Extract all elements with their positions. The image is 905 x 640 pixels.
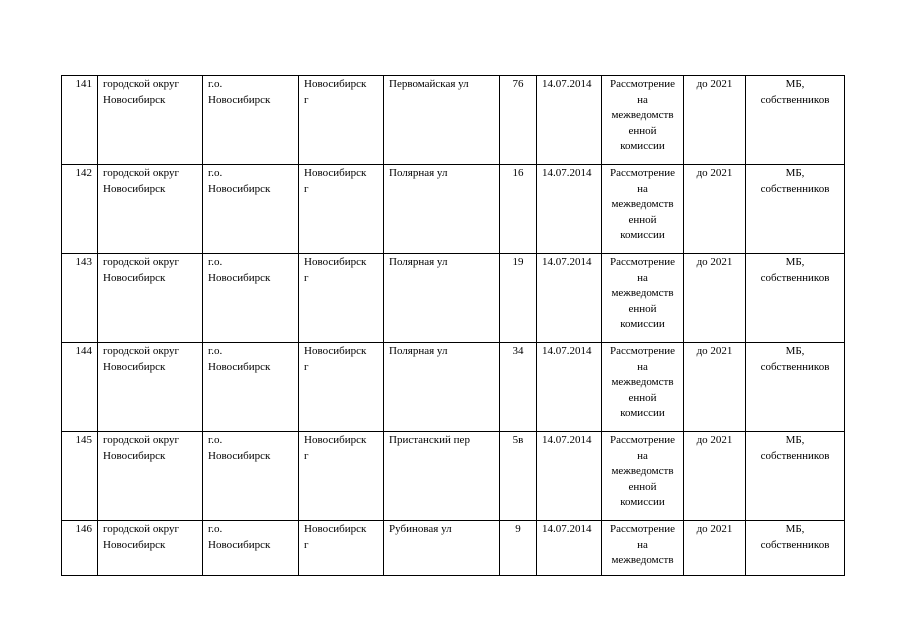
district-cell: г.о. Новосибирск: [203, 76, 299, 165]
municipality-cell: городской округ Новосибирск: [98, 165, 203, 254]
table-body: [62, 76, 845, 576]
date-cell: 14.07.2014: [537, 254, 602, 343]
municipality-cell: городской округ Новосибирск: [98, 76, 203, 165]
funding-source-cell: МБ, собственников: [746, 165, 845, 254]
deadline-cell: до 2021: [684, 343, 746, 432]
settlement-cell: Новосибирск г: [299, 165, 384, 254]
deadline-cell: до 2021: [684, 521, 746, 576]
funding-source-cell: МБ, собственников: [746, 343, 845, 432]
table-row: [62, 165, 845, 254]
funding-source-cell: МБ, собственников: [746, 432, 845, 521]
table-row: [62, 432, 845, 521]
settlement-cell: Новосибирск г: [299, 254, 384, 343]
status-cell: Рассмотрение на межведомств енной комиссии: [602, 254, 684, 343]
table-row: [62, 254, 845, 343]
house-number-cell: 76: [500, 76, 537, 165]
street-cell: Полярная ул: [384, 165, 500, 254]
street-cell: Рубиновая ул: [384, 521, 500, 576]
row-number: 144: [62, 343, 98, 432]
district-cell: г.о. Новосибирск: [203, 521, 299, 576]
status-cell: Рассмотрение на межведомств енной комиссии: [602, 165, 684, 254]
municipality-cell: городской округ Новосибирск: [98, 343, 203, 432]
table-row: [62, 76, 845, 165]
deadline-cell: до 2021: [684, 76, 746, 165]
district-cell: г.о. Новосибирск: [203, 343, 299, 432]
status-cell: Рассмотрение на межведомств енной комиссии: [602, 76, 684, 165]
status-cell: Рассмотрение на межведомств енной комиссии: [602, 432, 684, 521]
table-row: [62, 343, 845, 432]
funding-source-cell: МБ, собственников: [746, 76, 845, 165]
date-cell: 14.07.2014: [537, 76, 602, 165]
status-cell: Рассмотрение на межведомств енной комиссии: [602, 343, 684, 432]
deadline-cell: до 2021: [684, 254, 746, 343]
municipality-cell: городской округ Новосибирск: [98, 254, 203, 343]
district-cell: г.о. Новосибирск: [203, 165, 299, 254]
table-row: [62, 521, 845, 576]
row-number: 143: [62, 254, 98, 343]
date-cell: 14.07.2014: [537, 432, 602, 521]
house-number-cell: 19: [500, 254, 537, 343]
row-number: 146: [62, 521, 98, 576]
settlement-cell: Новосибирск г: [299, 432, 384, 521]
deadline-cell: до 2021: [684, 165, 746, 254]
date-cell: 14.07.2014: [537, 165, 602, 254]
funding-source-cell: МБ, собственников: [746, 254, 845, 343]
deadline-cell: до 2021: [684, 432, 746, 521]
row-number: 141: [62, 76, 98, 165]
house-number-cell: 34: [500, 343, 537, 432]
house-number-cell: 5в: [500, 432, 537, 521]
street-cell: Пристанский пер: [384, 432, 500, 521]
housing-register-table: [61, 75, 845, 576]
settlement-cell: Новосибирск г: [299, 343, 384, 432]
settlement-cell: Новосибирск г: [299, 521, 384, 576]
house-number-cell: 16: [500, 165, 537, 254]
funding-source-cell: МБ, собственников: [746, 521, 845, 576]
house-number-cell: 9: [500, 521, 537, 576]
date-cell: 14.07.2014: [537, 521, 602, 576]
row-number: 145: [62, 432, 98, 521]
municipality-cell: городской округ Новосибирск: [98, 521, 203, 576]
settlement-cell: Новосибирск г: [299, 76, 384, 165]
row-number: 142: [62, 165, 98, 254]
status-cell: Рассмотрение на межведомств: [602, 521, 684, 576]
district-cell: г.о. Новосибирск: [203, 254, 299, 343]
street-cell: Полярная ул: [384, 343, 500, 432]
street-cell: Полярная ул: [384, 254, 500, 343]
date-cell: 14.07.2014: [537, 343, 602, 432]
municipality-cell: городской округ Новосибирск: [98, 432, 203, 521]
district-cell: г.о. Новосибирск: [203, 432, 299, 521]
street-cell: Первомайская ул: [384, 76, 500, 165]
